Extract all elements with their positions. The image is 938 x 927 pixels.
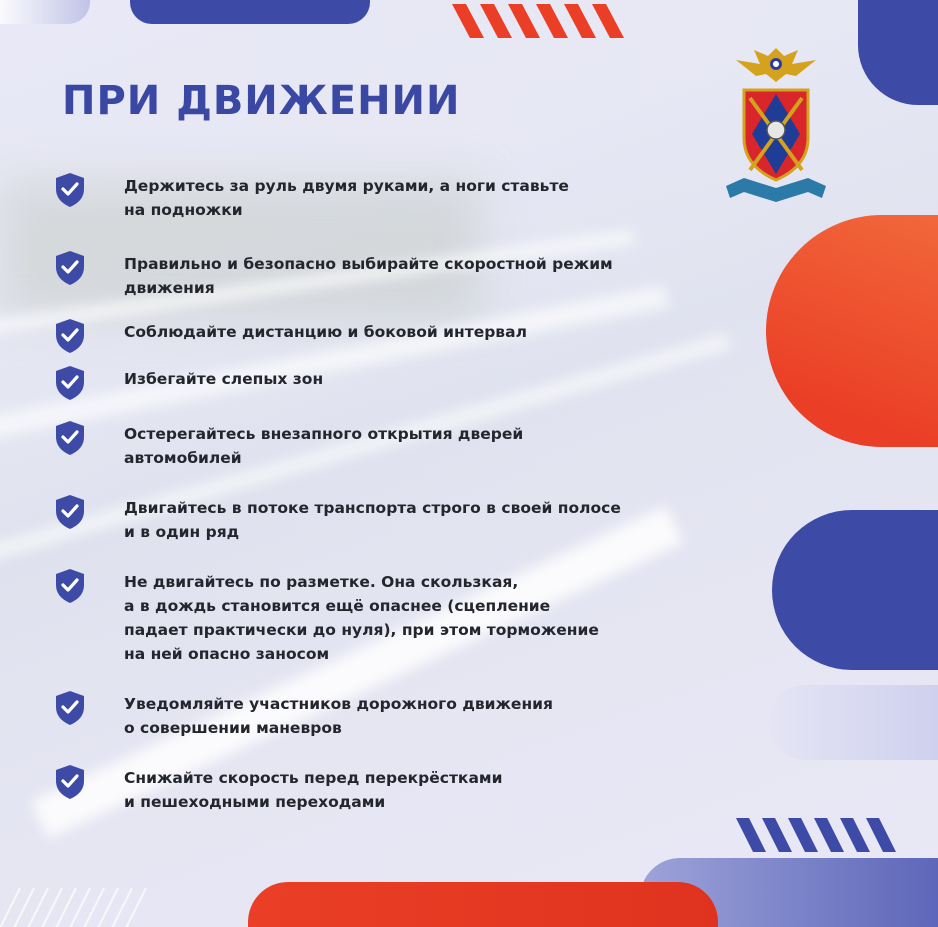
decor-navy-right (772, 510, 938, 670)
decor-top-bar (130, 0, 370, 24)
rule-text: Соблюдайте дистанцию и боковой интервал (124, 323, 527, 341)
orange-hatch-top (452, 4, 632, 38)
shield-check-icon (54, 318, 86, 354)
shield-check-icon (54, 365, 86, 401)
rule-text: Остерегайтесь внезапного открытия дверей автомобилей (124, 425, 524, 467)
shield-check-icon (54, 250, 86, 286)
rule-text: Избегайте слепых зон (124, 370, 324, 388)
decor-top-left (0, 0, 90, 24)
rule-text: Двигайтесь в потоке транспорта строго в своей полосе и в один ряд (124, 499, 621, 541)
decor-orange-bottom (248, 882, 718, 927)
white-hatch-bottom (0, 880, 260, 927)
shield-check-icon (54, 172, 86, 208)
rule-text: Держитесь за руль двумя руками, а ноги ставьте на подножки (124, 177, 569, 219)
shield-check-icon (54, 494, 86, 530)
decor-navy-top-right (858, 0, 938, 105)
decor-orange-right (766, 215, 938, 447)
shield-check-icon (54, 764, 86, 800)
rule-text: Уведомляйте участников дорожного движения о совершении маневров (124, 695, 553, 737)
shield-check-icon (54, 420, 86, 456)
page-title: ПРИ ДВИЖЕНИИ (62, 78, 461, 124)
rule-text: Правильно и безопасно выбирайте скоростной режим движения (124, 255, 613, 297)
rule-text: Не двигайтесь по разметке. Она скользкая, а в дождь становится ещё опаснее (сцепление падает практически до нуля), при этом торможение на ней опасно заносом (124, 573, 599, 663)
shield-check-icon (54, 568, 86, 604)
navy-hatch-bottom (736, 818, 896, 852)
shield-check-icon (54, 690, 86, 726)
decor-lavender-right (768, 685, 938, 760)
rule-text: Снижайте скорость перед перекрёстками и пешеходными переходами (124, 769, 503, 811)
